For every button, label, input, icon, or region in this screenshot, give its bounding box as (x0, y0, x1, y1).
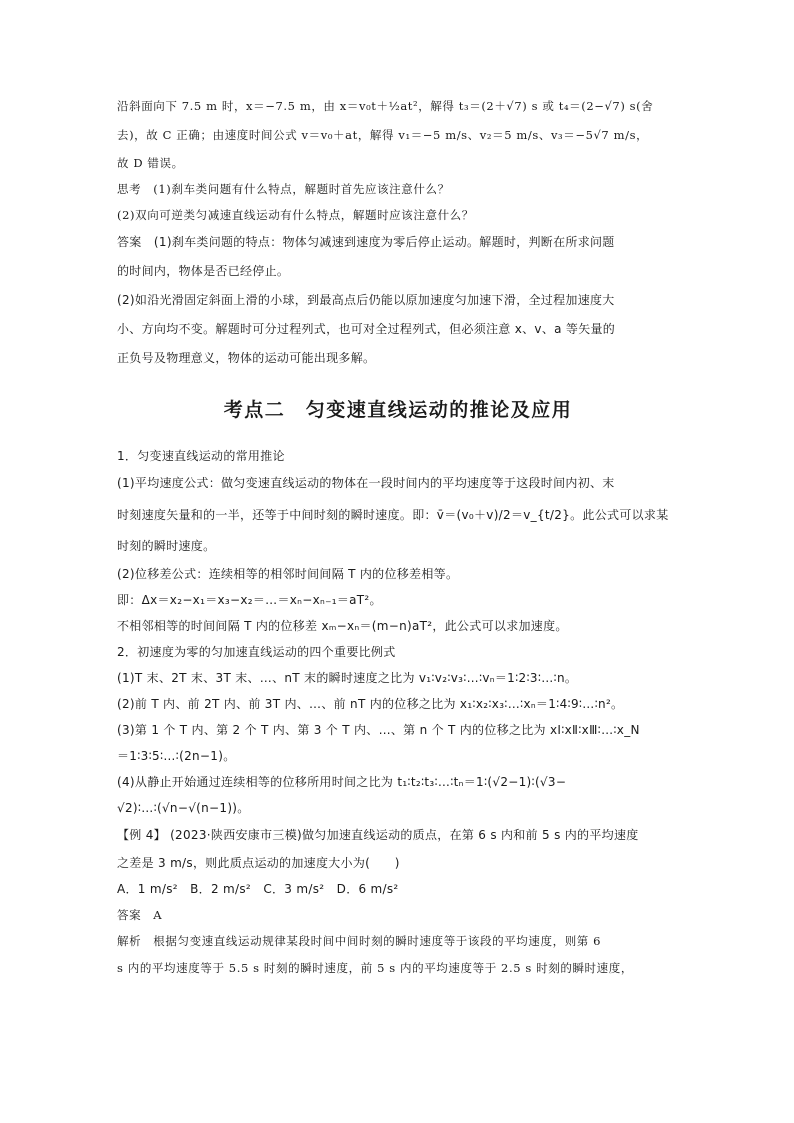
text-line: 去)，故 C 正确；由速度时间公式 v＝v₀＋at，解得 v₁＝−5 m/s、v₂＝5 m/s、v₃＝−5√7 m/s， (117, 128, 649, 142)
text-line: 不相邻相等的时间间隔 T 内的位移差 xₘ−xₙ＝(m−n)aT²，此公式可以求加速度。 (117, 619, 568, 633)
ratio-line: ＝1∶3∶5∶…∶(2n−1)。 (117, 749, 236, 763)
example-analysis: s 内的平均速度等于 5.5 s 时刻的瞬时速度，前 5 s 内的平均速度等于 2.5 s 时刻的瞬时速度， (117, 961, 633, 975)
answer-line: (2)如沿光滑固定斜面上滑的小球，到最高点后仍能以原加速度匀加速下滑，全过程加速度大 (117, 293, 615, 307)
ratio-line: (2)前 T 内、前 2T 内、前 3T 内、…、前 nT 内的位移之比为 x₁∶x₂∶x₃∶…∶xₙ＝1∶4∶9∶…∶n²。 (117, 697, 624, 711)
text-line: (1)平均速度公式：做匀变速直线运动的物体在一段时间内的平均速度等于这段时间内初、末 (117, 476, 615, 490)
ratio-line: (3)第 1 个 T 内、第 2 个 T 内、第 3 个 T 内、…、第 n 个 T 内的位移之比为 xⅠ∶xⅡ∶xⅢ∶…∶x_N (117, 723, 640, 737)
answer-line: 的时间内，物体是否已经停止。 (117, 264, 290, 278)
text-line: (2)位移差公式：连续相等的相邻时间间隔 T 内的位移差相等。 (117, 567, 459, 581)
formula-line: 时刻速度矢量和的一半，还等于中间时刻的瞬时速度。即：v̄＝(v₀＋v)/2＝v_{t/2}。此公式可以求某 (117, 508, 669, 522)
section-heading: 考点二 匀变速直线运动的推论及应用 (223, 399, 573, 421)
example-text: 之差是 3 m/s，则此质点运动的加速度大小为( ) (117, 856, 400, 870)
example-title: 【例 4】 (2023·陕西安康市三模)做匀加速直线运动的质点，在第 6 s 内和前 5 s 内的平均速度 (117, 828, 639, 842)
text-line: 时刻的瞬时速度。 (117, 539, 216, 553)
answer-line: 小、方向均不变。解题时可分过程列式，也可对全过程列式，但必须注意 x、v、a 等矢量的 (117, 322, 616, 336)
formula-line: 即：Δx＝x₂−x₁＝x₃−x₂＝…＝xₙ−xₙ₋₁＝aT²。 (117, 593, 382, 607)
ratio-line: √2)∶…∶(√n−√(n−1))。 (117, 801, 250, 815)
answer-line: 答案 (1)刹车类问题的特点：物体匀减速到速度为零后停止运动。解题时，判断在所求问题 (117, 235, 615, 249)
example-answer: 答案 A (117, 908, 163, 922)
document-page (117, 92, 679, 983)
answer-line: 正负号及物理意义，物体的运动可能出现多解。 (117, 351, 376, 365)
text-line: 沿斜面向下 7.5 m 时，x＝−7.5 m，由 x＝v₀t＋½at²，解得 t₃＝(2＋√7) s 或 t₄＝(2−√7) s(舍 (117, 99, 654, 113)
subsection-title: 1．匀变速直线运动的常用推论 (117, 449, 285, 463)
ratio-line: (4)从静止开始通过连续相等的位移所用时间之比为 t₁∶t₂∶t₃∶…∶tₙ＝1∶(√2−1)∶(√3− (117, 775, 567, 789)
subsection-title: 2．初速度为零的匀加速直线运动的四个重要比例式 (117, 645, 396, 659)
think-question-1: 思考 (1)刹车类问题有什么特点，解题时首先应该注意什么？ (117, 182, 450, 196)
example-options: A．1 m/s² B．2 m/s² C．3 m/s² D．6 m/s² (117, 882, 399, 896)
think-question-2: (2)双向可逆类匀减速直线运动有什么特点，解题时应该注意什么？ (117, 208, 474, 222)
text-line: 故 D 错误。 (117, 156, 184, 170)
ratio-line: (1)T 末、2T 末、3T 末、…、nT 末的瞬时速度之比为 v₁∶v₂∶v₃∶…∶vₙ＝1∶2∶3∶…∶n。 (117, 671, 578, 685)
example-analysis: 解析 根据匀变速直线运动规律某段时间中间时刻的瞬时速度等于该段的平均速度，则第 6 (117, 934, 602, 948)
